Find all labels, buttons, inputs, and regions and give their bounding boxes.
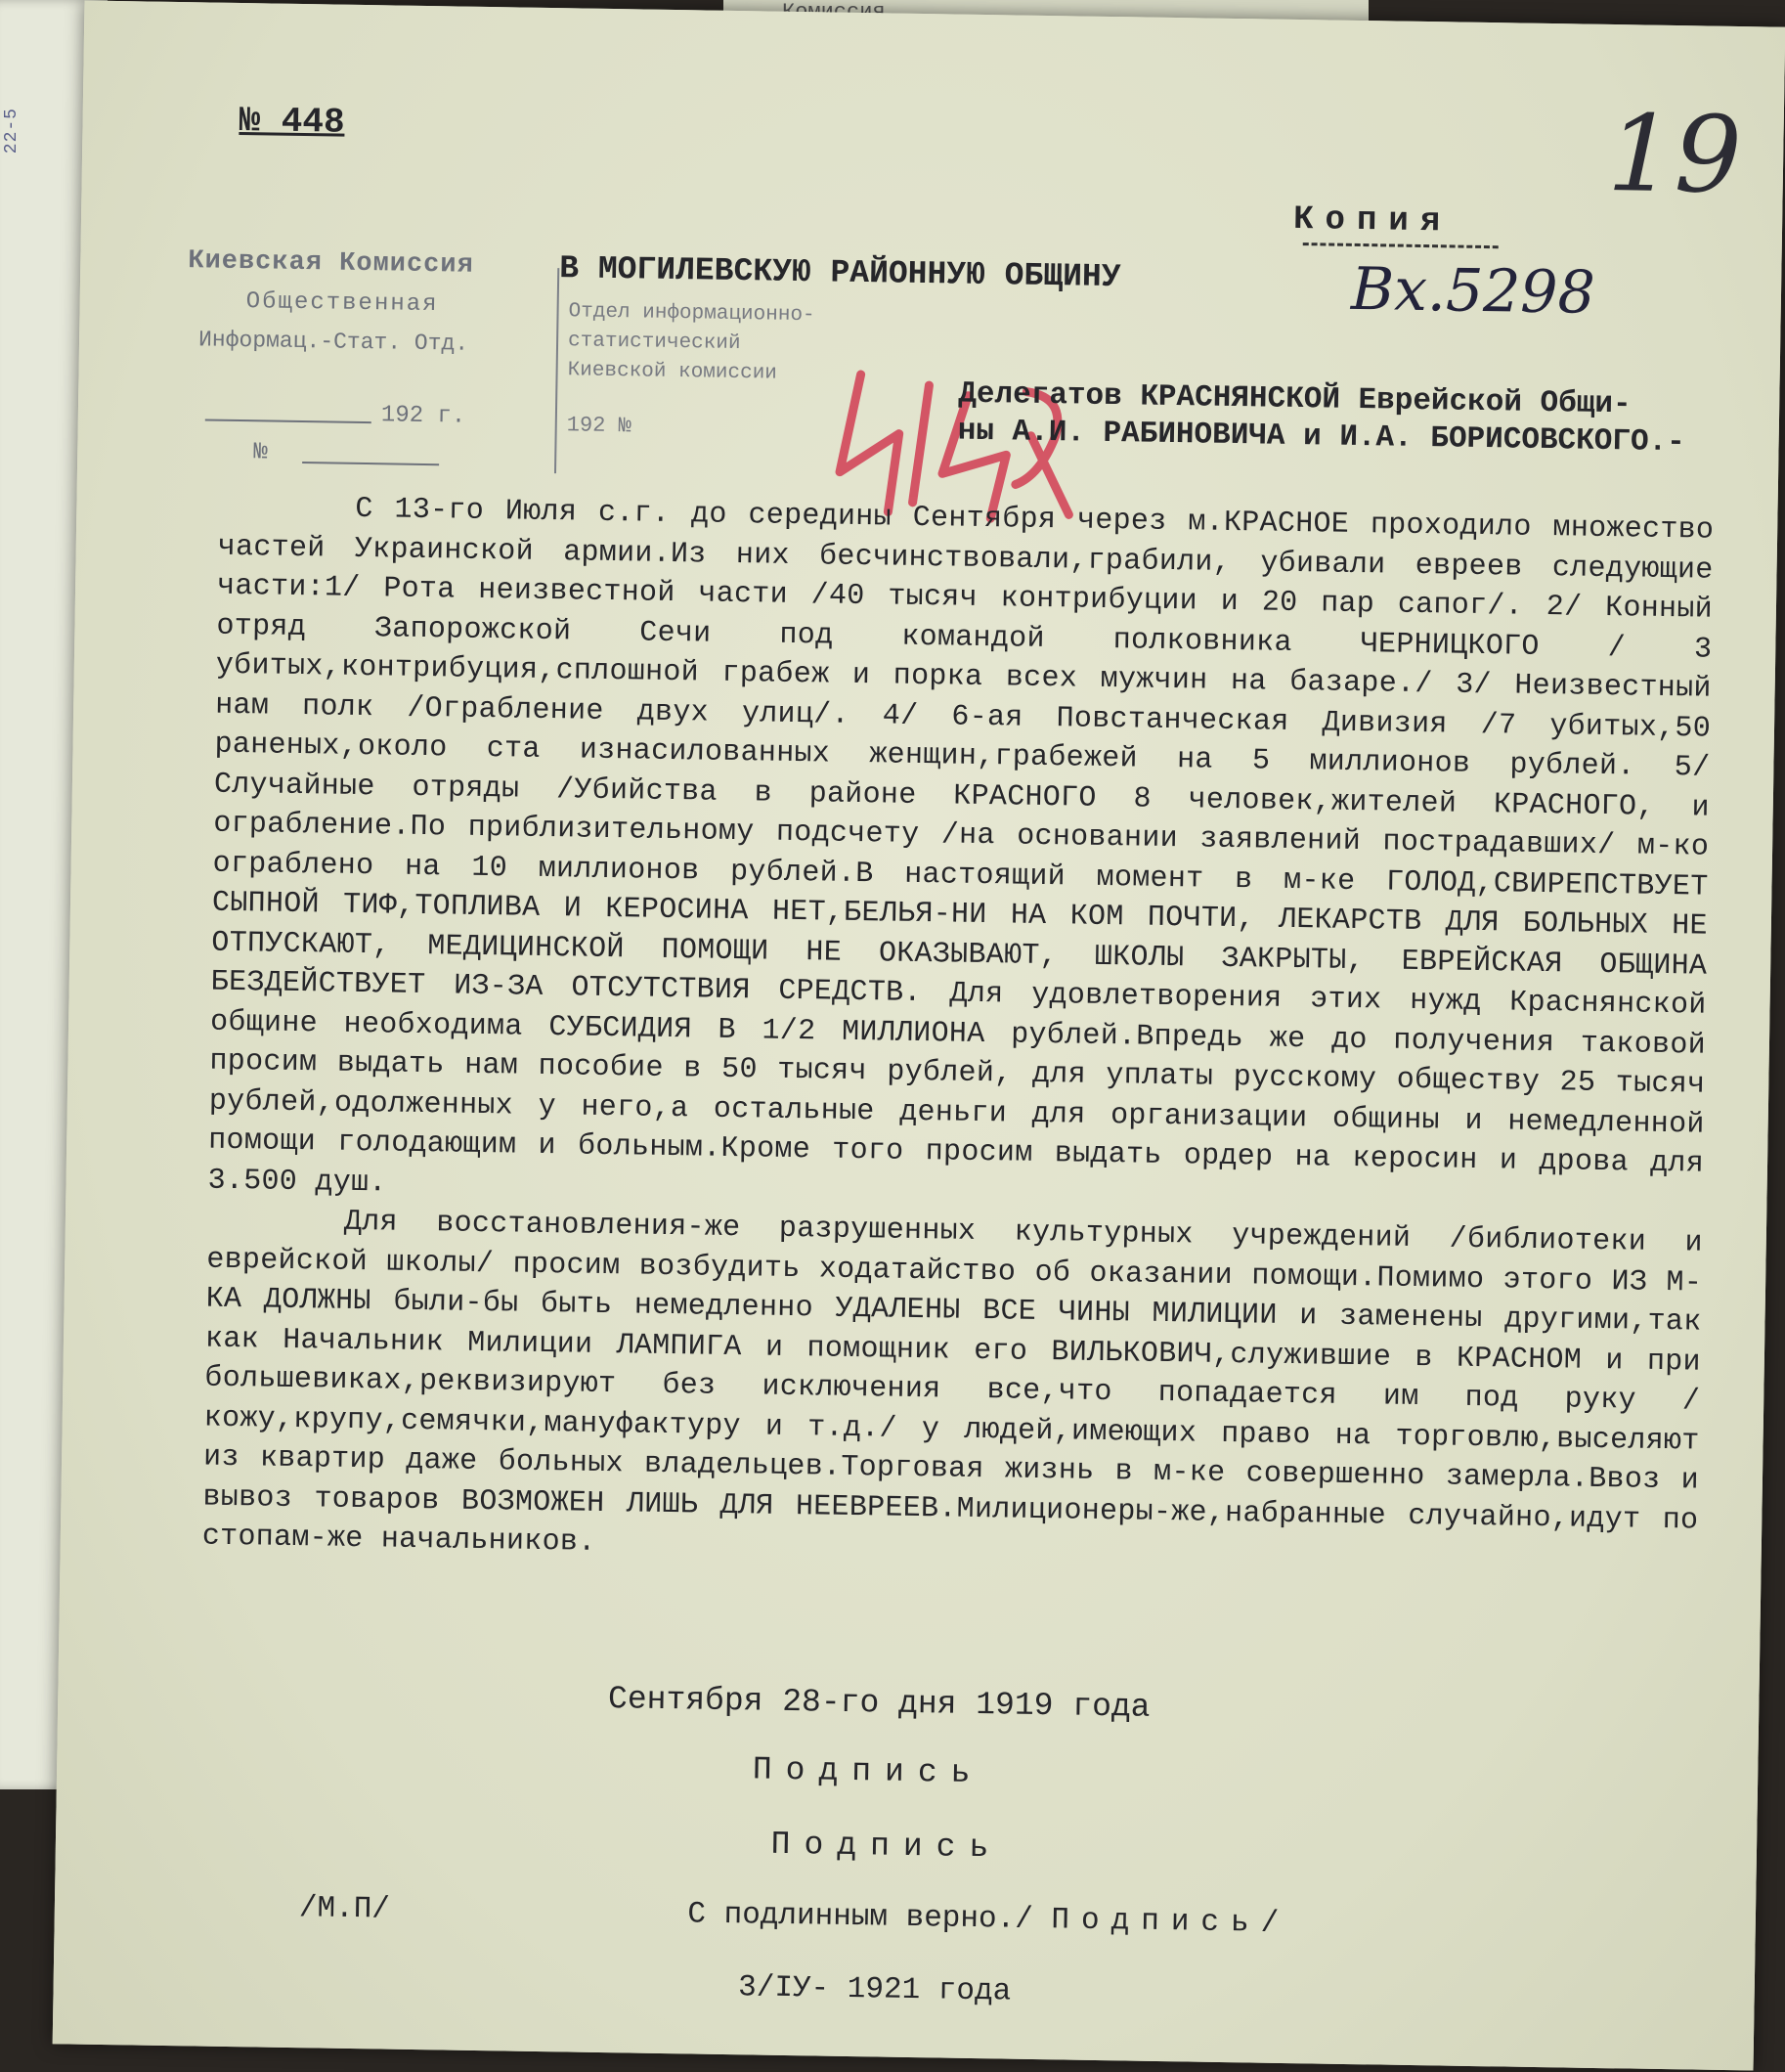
signature-1: Подпись — [752, 1751, 984, 1792]
copy-label: Копия — [1292, 200, 1453, 242]
delegates-line-2: ны А.И. РАБИНОВИЧА и И.А. БОРИСОВСКОГО.- — [957, 414, 1686, 461]
stamp-rule-1 — [205, 419, 371, 423]
stamp2-number-label: № — [618, 414, 631, 439]
true-copy-prefix: С подлинным верно./ — [687, 1897, 1034, 1937]
body-paragraph-1: С 13-го Июля с.г. до середины Сентября через м.КРАСНОЕ проходило множество частей Украинской армии.Из них бесчинствовали,грабили, убивали евреев следующие части:1/ Рота неизвестной части /40 тысяч контрибуции и 20 пар сапог/. 2/ Конный отряд Запорожской Сечи под командой полковника ЧЕРНИЦКОГО / 3 убитых,контрибуция,сплошной грабеж и порка всех мужчин на базаре./ 3/ Неизвестный нам полк /Ограбление двух улиц/. 4/ 6-ая Повстанческая Дивизия /7 убитых,50 раненых,около ста изнасилованных женщин,грабежей на 5 миллионов рублей. 5/ Случайные отряды /Убийства в районе КРАСНОГО 8 человек,жителей КРАСНОГО, и ограбление.По приблизительному подсчету /на основании заявлений пострадавших/ м-ко ограблено на 10 миллионов рублей.В настоящий момент в м-ке ГОЛОД,СВИРЕПСТВУЕТ СЫПНОЙ ТИФ,ТОПЛИВА И КЕРОСИНА НЕТ,БЕЛЬЯ-НИ НА КОМ ПОЧТИ, ЛЕКАРСТВ ДЛЯ БОЛЬНЫХ НЕ ОТПУСКАЮТ, МЕДИЦИНСКОЙ ПОМОЩИ НЕ ОКАЗЫВАЮТ, ШКОЛЫ ЗАКРЫТЫ, ЕВРЕЙСКАЯ ОБЩИНА БЕЗДЕЙСТВУЕТ ИЗ-ЗА ОТСУТСТВИЯ СРЕДСТВ. Для удовлетворения этих нужд Краснянской общине необходима СУБСИДИЯ В 1/2 МИЛЛИОНА рублей.Впредь же до получения таковой просим выдать нам пособие в 50 тысяч рублей, для уплаты русскому обществу 25 тысяч рублей,одолженных у него,а остальные деньги для организации общины и немедленной помощи голодающим и больным.Кроме того просим выдать ордер на керосин и дрова для 3.500 душ. — [207, 492, 1715, 1200]
letter-body — [202, 488, 1715, 1580]
body-paragraph-2: Для восстановления-же разрушенных культурных учреждений /библиотеки и еврейской школы/ просим возбудить ходатайство об оказании помощи.Помимо этого ИЗ М-КА ДОЛЖНЫ были-бы быть немедленно УДАЛЕНЫ ВСЕ ЧИНЫ МИЛИЦИИ и заменены другими,так как Начальник Милиции ЛАМПИГА и помощник его ВИЛЬКОВИЧ,служившие в КРАСНОМ и при большевиках,реквизируют без исключения все,что попадается им под руку /кожу,крупу,семячки,мануфактуру и т.д./ у людей,имеющих право на торговлю,выселяют из квартир даже больных владельцев.Торговая жизнь в м-ке совершенно замерла.Ввоз и вывоз товаров ВОЗМОЖЕН ЛИШЬ ДЛЯ НЕЕВРЕЕВ.Милиционеры-же,набранные случайно,идут по стопам-же начальников. — [201, 1205, 1704, 1560]
document-number: № 448 — [239, 100, 345, 143]
copy-date: 3/IУ- 1921 года — [737, 1970, 1012, 2009]
stamp2-line-2: статистический — [567, 330, 741, 356]
addressee: В МОГИЛЕВСКУЮ РАЙОННУЮ ОБЩИНУ — [558, 250, 1121, 296]
stamp2-line-3: Киевской комиссии — [567, 359, 778, 385]
stamp-year: 192 г. — [380, 402, 466, 430]
stamp2-line-1: Отдел информационно- — [568, 300, 815, 328]
stamp2-year: 192 — [566, 413, 606, 438]
signature-2: Подпись — [770, 1826, 1003, 1867]
edge-note: 22-5 — [2, 108, 22, 154]
delegates-heading — [957, 376, 1685, 463]
incoming-ref-number: Вх.5298 — [1350, 254, 1596, 328]
stamp-line-1: Киевская Комиссия — [188, 246, 474, 281]
delegates-line-1: Делегатов КРАСНЯНСКОЙ Еврейской Общи- — [958, 376, 1632, 422]
stamp-number-label: № — [253, 439, 268, 466]
stamp-line-3: Информац.-Стат. Отд. — [197, 327, 469, 357]
true-copy-attestation — [133, 1888, 1785, 1949]
letter-date: Сентября 28-го дня 1919 года — [607, 1681, 1151, 1726]
sheet-number: 19 — [1606, 92, 1743, 218]
copy-label-underline — [1303, 242, 1499, 248]
seal-initials: /М.П/ — [298, 1891, 391, 1927]
true-copy-signature: Подпись — [1051, 1903, 1261, 1941]
true-copy-suffix: / — [1260, 1906, 1280, 1941]
document-sheet — [53, 0, 1785, 2070]
stamp-rule-2 — [302, 462, 439, 465]
stamp-divider — [554, 268, 559, 473]
stamp-line-2: Общественная — [245, 288, 439, 319]
office-stamp — [185, 233, 570, 466]
